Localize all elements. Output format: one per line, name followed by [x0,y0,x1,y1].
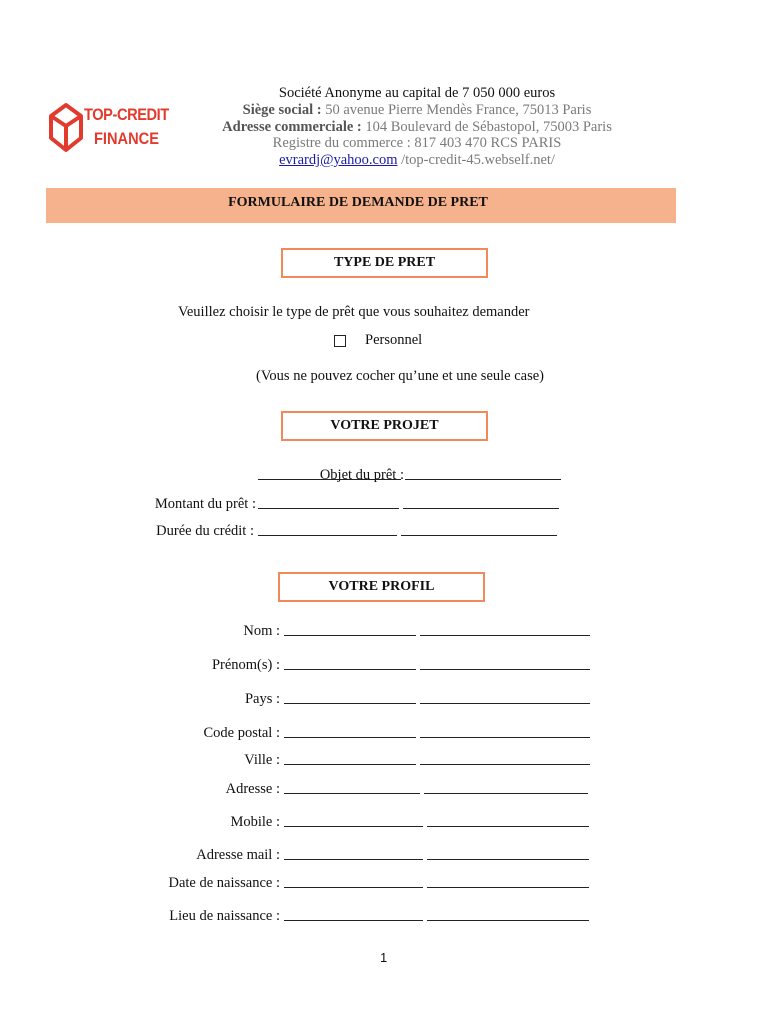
objet-label: Objet du prêt : [319,467,404,483]
adresse-field [226,781,280,798]
prenom-label: Prénom(s) : [211,657,280,673]
nom-input[interactable] [284,623,590,641]
siege-label: Siège social : [242,102,322,118]
date-naissance-label: Date de naissance : [168,875,280,891]
montant-input[interactable] [258,496,559,514]
code-postal-input[interactable] [284,725,590,743]
siege-value: 50 avenue Pierre Mendès France, 75013 Paris [325,102,592,118]
adresse-value: 104 Boulevard de Sébastopol, 75003 Paris [365,119,612,135]
date-naissance-input[interactable] [284,875,589,893]
logo-text-top: TOP-CREDIT [84,105,169,124]
duree-input[interactable] [258,523,557,541]
email-link[interactable]: evrardj@yahoo.com [279,152,398,168]
code-postal-label: Code postal : [203,725,280,741]
logo-text-bottom: FINANCE [94,129,159,148]
header-capital: Société Anonyme au capital de 7 050 000 euros [278,85,556,101]
pays-field [245,691,280,708]
adresse-input[interactable] [284,781,588,799]
section-type-pret: TYPE DE PRET [281,248,488,278]
adresse-mail-input[interactable] [284,847,589,865]
header-contact [0,152,770,169]
mobile-label: Mobile : [230,814,280,830]
code-postal-field [203,725,280,742]
ville-label: Ville : [244,752,280,768]
personnel-checkbox[interactable] [334,335,346,347]
duree-label: Durée du crédit : [156,523,254,539]
header-registre: Registre du commerce : 817 403 470 RCS PARIS [272,135,562,151]
montant-label: Montant du prêt : [154,496,256,512]
date-naissance-field [168,875,280,892]
adresse-mail-field [196,847,280,864]
mobile-input[interactable] [284,814,589,832]
header-adresse [0,119,770,136]
section-votre-projet: VOTRE PROJET [281,411,488,441]
prenom-field [212,657,280,674]
website-text: /top-credit-45.webself.net/ [397,152,555,168]
montant-field [155,496,256,513]
type-pret-note: (Vous ne pouvez cocher qu’une et une seule case) [256,368,545,384]
adresse-label: Adresse commerciale : [222,119,362,135]
pays-label: Pays : [244,691,280,707]
lieu-naissance-input[interactable] [284,908,589,926]
objet-input[interactable] [258,467,561,485]
ville-input[interactable] [284,752,590,770]
lieu-naissance-label: Lieu de naissance : [169,908,280,924]
nom-label: Nom : [243,623,280,639]
adresse-mail-label: Adresse mail : [196,847,280,863]
duree-field [156,523,254,540]
form-title-bar [46,188,676,223]
pays-input[interactable] [284,691,590,709]
type-pret-instruction: Veuillez choisir le type de prêt que vous souhaitez demander [178,304,530,320]
nom-field [243,623,280,640]
form-title: FORMULAIRE DE DEMANDE DE PRET [228,195,488,210]
header-siege [0,102,770,119]
lieu-naissance-field [169,908,280,925]
ville-field [244,752,280,769]
page-number: 1 [380,950,388,965]
prenom-input[interactable] [284,657,590,675]
personnel-label: Personnel [365,332,423,348]
adresse-label: Adresse : [225,781,280,797]
section-votre-profil: VOTRE PROFIL [278,572,485,602]
mobile-field [230,814,280,831]
